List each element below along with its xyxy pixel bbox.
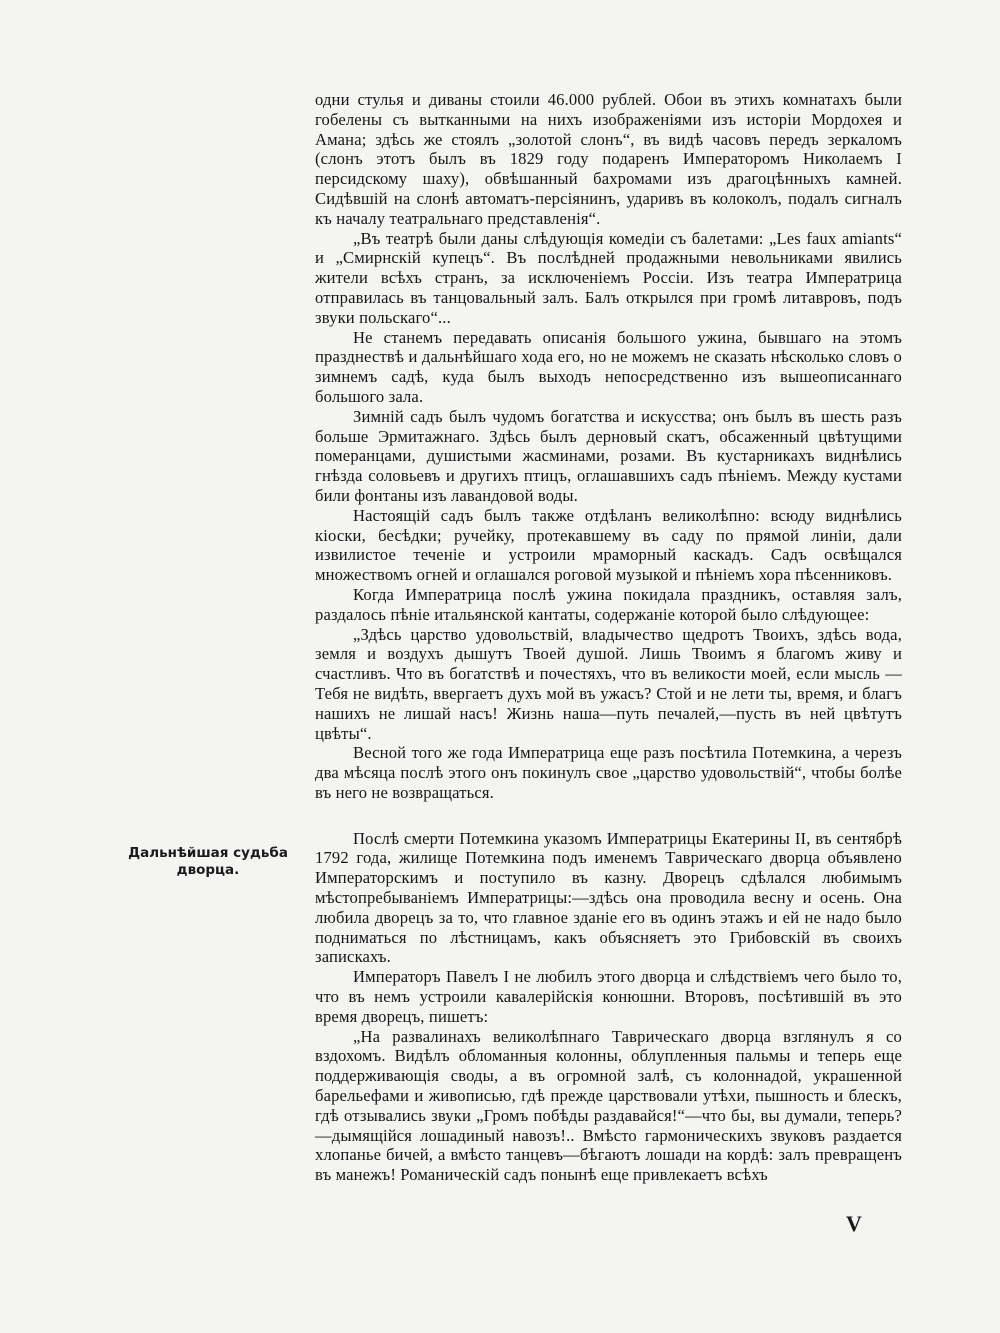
- paragraph-spring-visit: Весной того же года Императрица еще разъ посѣтила Потемкина, а черезъ два мѣсяца послѣ этого онъ покинулъ свое „царство удовольствій“, чтобы болѣе въ него не возвращаться.: [315, 743, 902, 802]
- paragraph-cantata-quote: „Здѣсь царство удовольствій, владычество щедротъ Твоихъ, здѣсь вода, земля и воздухъ дышутъ Твоей душой. Лишь Твоимъ я благомъ живу и счастливъ. Что въ богатствѣ и почестяхъ, что въ великости моей, если мысль — Тебя не видѣть, ввергаетъ духъ мой въ ужасъ? Стой и не лети ты, время, и благъ нашихъ не лишай насъ! Жизнь наша—путь печалей,—пусть въ ней цвѣтутъ цвѣты“.: [315, 624, 902, 743]
- margin-sidenote: Дальнѣйшая судьба дворца.: [128, 845, 288, 878]
- paragraph-theatre: „Въ театрѣ были даны слѣдующія комедіи съ балетами: „Les faux amiants“ и „Смирнскій купецъ“. Въ послѣдней продажными невольниками явились жители всѣхъ странъ, за исключеніемъ Россіи. Изъ театра Императрица отправилась въ танцовальный залъ. Балъ открылся при громѣ литавровъ, подъ звуки польскаго“...: [315, 228, 902, 327]
- paragraph-cantata-intro: Когда Императрица послѣ ужина покидала праздникъ, оставляя залъ, раздалось пѣніе итальянской кантаты, содержаніе которой было слѣдующее:: [315, 584, 902, 624]
- text-column: [315, 90, 902, 1185]
- paragraph-emperor-paul: Императоръ Павелъ I не любилъ этого дворца и слѣдствіемъ чего было то, что въ немъ устроили кавалерійскія конюшни. Второвъ, посѣтившій въ это время дворецъ, пишетъ:: [315, 967, 902, 1026]
- paragraph-supper: Не станемъ передавать описанія большого ужина, бывшаго на этомъ празднествѣ и дальнѣйшаго хода его, но не можемъ не сказать нѣсколько словъ о зимнемъ садѣ, куда былъ выходъ непосредственно изъ вышеописаннаго большого зала.: [315, 327, 902, 406]
- paragraph-vtorov-quote: „На развалинахъ великолѣпнаго Таврическаго дворца взглянулъ я со вздохомъ. Видѣлъ обломанныя колонны, облупленныя пальмы и теперь еще поддерживающія своды, а въ огромной залѣ, съ колоннадой, украшенной барельефами и живописью, гдѣ прежде царствовали утѣхи, пышность и блескъ, гдѣ отзывались звуки „Громъ побѣды раздавайся!“—что бы, вы думали, теперь?—дымящійся лошадиный навозъ!.. Вмѣсто гармоническихъ звуковъ раздается хлопанье бичей, а вмѣсто танцевъ—бѣгаютъ лошади на кордѣ: залъ превращенъ въ манежъ! Романическій садъ понынѣ еще привлекаетъ всѣхъ: [315, 1026, 902, 1185]
- paragraph-winter-garden: Зимній садъ былъ чудомъ богатства и искусства; онъ былъ въ шесть разъ больше Эрмитажнаго. Здѣсь былъ дерновый скатъ, обсаженный цвѣтущими померанцами, душистыми жасминами, розами. Въ кустарникахъ виднѣлись гнѣзда соловьевъ и другихъ птицъ, оглашавшихъ садъ пѣніемъ. Между кустами били фонтаны изъ лавандовой воды.: [315, 406, 902, 505]
- paragraph-after-death: Послѣ смерти Потемкина указомъ Императрицы Екатерины II, въ сентябрѣ 1792 года, жилище Потемкина подъ именемъ Таврическаго дворца объявлено Императорскимъ и поступило въ казну. Дворецъ сдѣлался любимымъ мѣстопребываніемъ Императрицы:—здѣсь она проводила весну и осень. Она любила дворецъ за то, что главное зданіе его въ одинъ этажъ и ей не надо было подниматься по лѣстницамъ, какъ объясняетъ это Грибовскій въ своихъ запискахъ.: [315, 828, 902, 967]
- paragraph-continued: одни стулья и диваны стоили 46.000 рублей. Обои въ этихъ комнатахъ были гобелены съ вытканными на нихъ изображеніями изъ исторіи Мордохея и Амана; здѣсь же стоялъ „золотой слонъ“, въ видѣ часовъ передъ зеркаломъ (слонъ этотъ былъ въ 1829 году подаренъ Императоромъ Николаемъ I персидскому шаху), обвѣшанный бахромами изъ драгоцѣнныхъ камней. Сидѣвшій на слонѣ автоматъ-персіянинъ, ударивъ въ колоколъ, подалъ сигналъ къ началу театральнаго представленія“.: [315, 90, 902, 228]
- paragraph-garden: Настоящій садъ былъ также отдѣланъ великолѣпно: всюду виднѣлись кіоски, бесѣдки; ручейку, протекавшему въ саду по прямой линіи, дали извилистое теченіе и устроили мраморный каскадъ. Садъ освѣщался множествомъ огней и оглашался роговой музыкой и пѣніемъ хора пѣсенниковъ.: [315, 505, 902, 585]
- page-signature-mark: V: [846, 1211, 862, 1236]
